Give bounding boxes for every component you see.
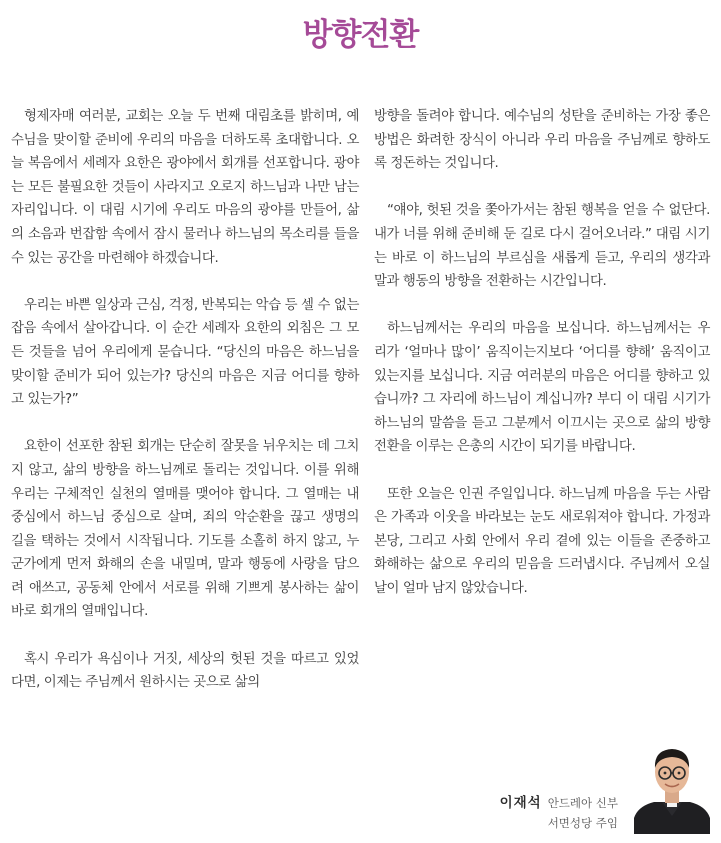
paragraph: 하느님께서는 우리의 마음을 보십니다. 하느님께서는 우리가 ‘얼마나 많이’ 움직이는지보다 ‘어디를 향해’ 움직이고 있는지를 보십니다. 지금 여러분의 마음은 어디를 향하고 있습니까? 그 자리에 하느님이 계십니까? 부디 이 대림 시기가 하느님의 말씀을 듣고 그분께서 이끄시는 곳으로 삶의 방향전환을 이루는 은총의 시간이 되기를 바랍니다. (374, 321, 710, 455)
article-column-left (11, 105, 359, 718)
paragraph: 또한 오늘은 인권 주일입니다. 하느님께 마음을 두는 사람은 가족과 이웃을 바라보는 눈도 새로워져야 합니다. 가정과 본당, 그리고 사회 안에서 우리 곁에 있는 이들을 존중하고 화해하는 삶으로 우리의 믿음을 드러냅시다. 주님께서 오실 날이 얼마 남지 않았습니다. (374, 486, 710, 596)
author-role: 안드레아 신부 (547, 796, 618, 810)
page-title: 방향전환 (302, 17, 419, 53)
paragraph-continuation: 방향을 돌려야 합니다. 예수님의 성탄을 준비하는 가장 좋은 방법은 화려한 장식이 아니라 우리 마음을 주님께로 향하도록 정돈하는 것입니다. (374, 109, 710, 172)
article-column-right (374, 105, 710, 624)
paragraph: 형제자매 여러분, 교회는 오늘 두 번째 대림초를 밝히며, 예수님을 맞이할 준비에 우리의 마음을 더하도록 초대합니다. 오늘 복음에서 세례자 요한은 광야에서 회개를 선포합니다. 광야는 모든 불필요한 것들이 사라지고 오로지 하느님과 나만 남는 자리입니다. 이 대림 시기에 우리도 마음의 광야를 만들어, 삶의 소음과 번잡함 속에서 잠시 물러나 하느님의 목소리를 들을 수 있는 공간을 마련해야 하겠습니다. (11, 109, 359, 266)
author-name: 이재석 (499, 795, 542, 811)
paragraph: 요한이 선포한 참된 회개는 단순히 잘못을 뉘우치는 데 그치지 않고, 삶의 방향을 하느님께로 돌리는 것입니다. 이를 위해 우리는 구체적인 실천의 열매를 맺어야 합니다. 그 열매는 내 중심에서 하느님 중심으로 살며, 죄의 악순환을 끊고 생명의 길을 택하는 것에서 시작됩니다. 기도를 소홀히 하지 않고, 누군가에게 먼저 화해의 손을 내밀며, 말과 행동에 사랑을 담으려 애쓰고, 공동체 안에서 서로를 위해 기쁘게 봉사하는 삶이 바로 회개의 열매입니다. (11, 439, 359, 620)
priest-portrait-icon (634, 738, 710, 834)
paragraph: 우리는 바쁜 일상과 근심, 걱정, 반복되는 악습 등 셀 수 없는 잡음 속에서 살아갑니다. 이 순간 세례자 요한의 외침은 그 모든 것들을 넘어 우리에게 묻습니다. “당신의 마음은 하느님을 맞이할 준비가 되어 있는가? 당신의 마음은 지금 어디를 향하고 있는가?” (11, 297, 359, 408)
author-parish: 서면성당 주임 (547, 816, 618, 830)
paragraph: “얘야, 헛된 것을 쫓아가서는 참된 행복을 얻을 수 없단다. 내가 너를 위해 준비해 둔 길로 다시 걸어오너라.” 대림 시기는 바로 이 하느님의 부르심을 새롭게 듣고, 우리의 생각과 말과 행동의 방향을 전환하는 시간입니다. (374, 203, 710, 290)
paragraph: 혹시 우리가 욕심이나 거짓, 세상의 헛된 것을 따르고 있었다면, 이제는 주님께서 원하시는 곳으로 삶의 (11, 651, 359, 691)
author-photo (634, 738, 710, 834)
author-signature (480, 793, 618, 833)
